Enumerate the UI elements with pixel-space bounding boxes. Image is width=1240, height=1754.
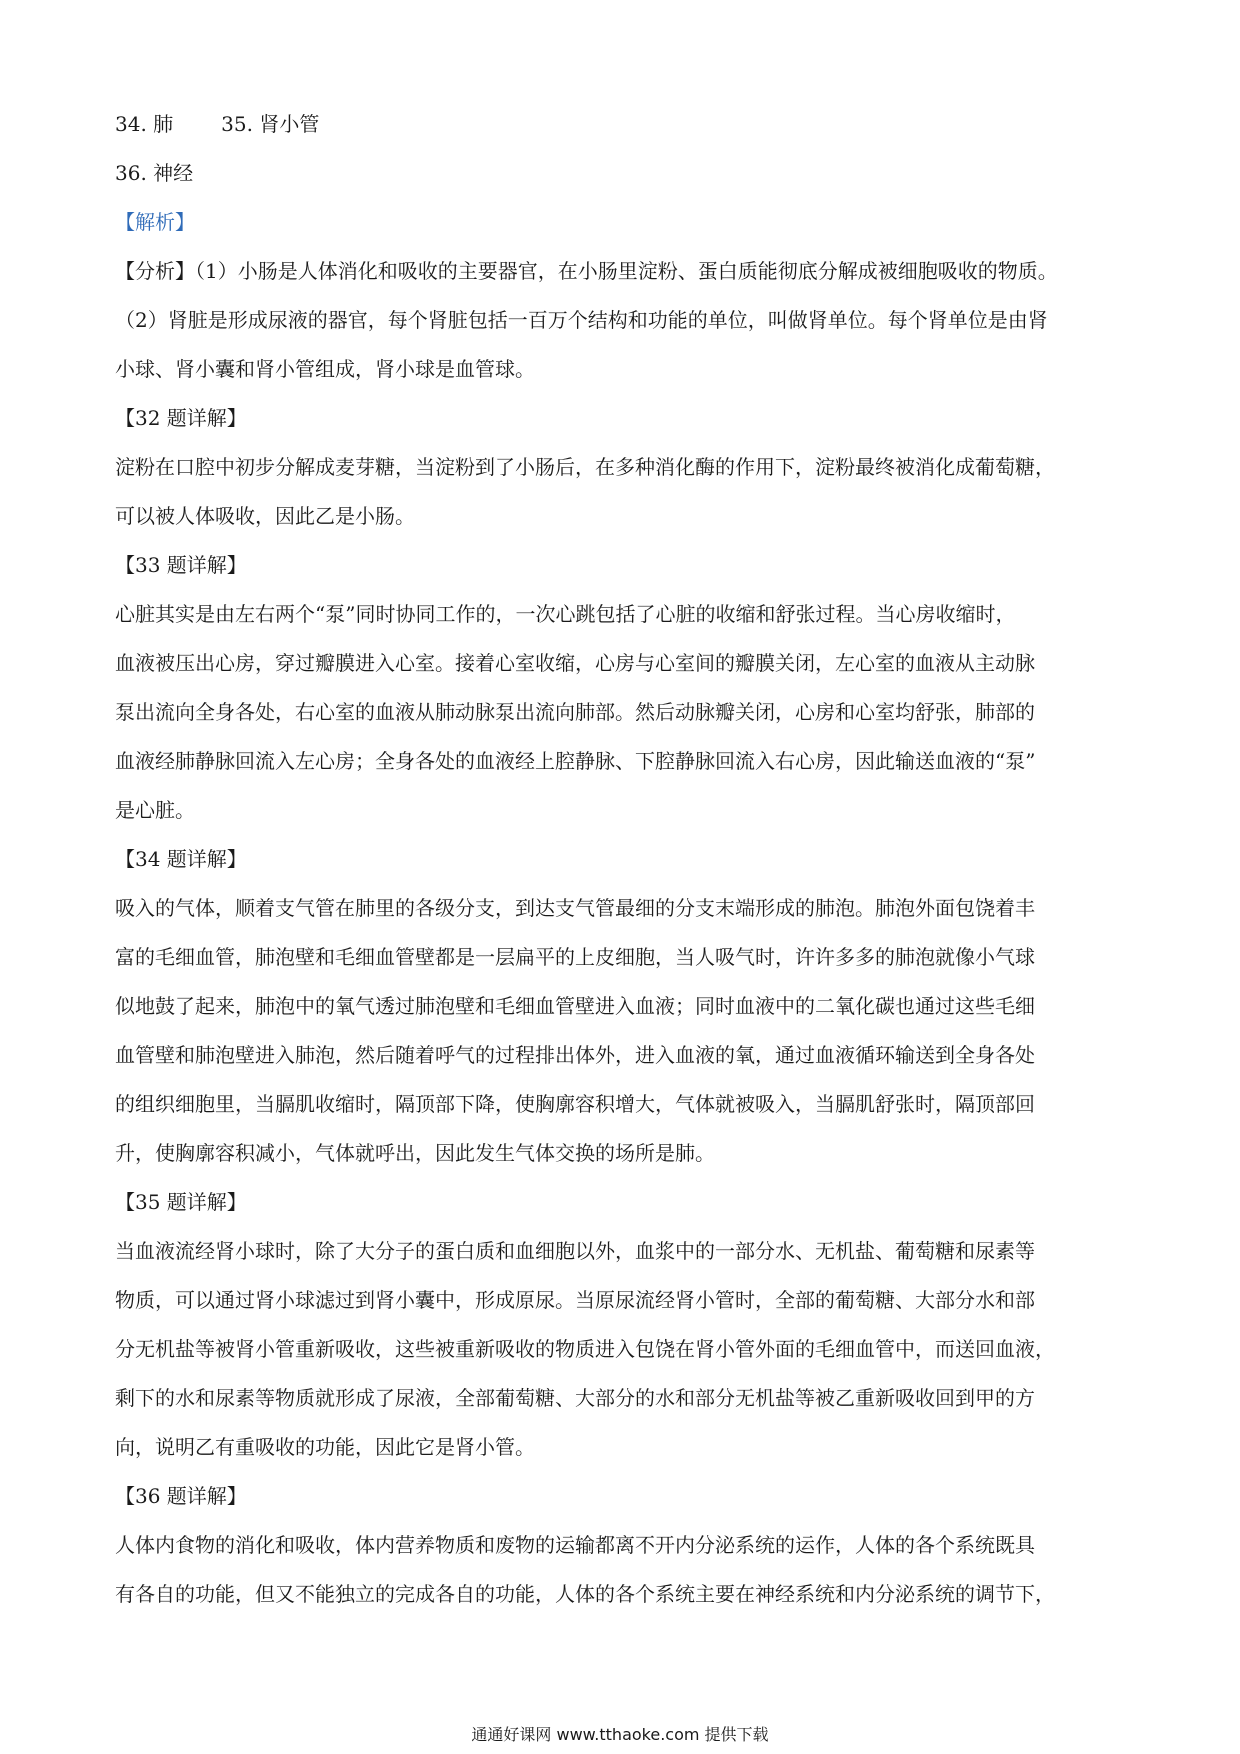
analysis-line: （2）肾脏是形成尿液的器官，每个肾脏包括一百万个结构和功能的单位，叫做肾单位。每个肾单位是由肾 (115, 308, 1048, 332)
answer-34: 34. 肺 (115, 112, 174, 136)
section-line: 血管壁和肺泡壁进入肺泡，然后随着呼气的过程排出体外，进入血液的氧，通过血液循环输送到全身各处 (115, 1043, 1035, 1067)
section-line: 物质，可以通过肾小球滤过到肾小囊中，形成原尿。当原尿流经肾小管时，全部的葡萄糖、大部分水和部 (115, 1288, 1035, 1312)
section-line: 泵出流向全身各处，右心室的血液从肺动脉泵出流向肺部。然后动脉瓣关闭，心房和心室均舒张，肺部的 (115, 700, 1035, 724)
section-heading: 【35 题详解】 (115, 1190, 247, 1214)
section-line: 吸入的气体，顺着支气管在肺里的各级分支，到达支气管最细的分支末端形成的肺泡。肺泡外面包饶着丰 (115, 896, 1035, 920)
section-line: 向，说明乙有重吸收的功能，因此它是肾小管。 (115, 1435, 535, 1459)
section-line: 剩下的水和尿素等物质就形成了尿液，全部葡萄糖、大部分的水和部分无机盐等被乙重新吸收回到甲的方 (115, 1386, 1035, 1410)
section-line: 分无机盐等被肾小管重新吸收，这些被重新吸收的物质进入包饶在肾小管外面的毛细血管中，而送回血液， (115, 1337, 1055, 1361)
section-heading: 【34 题详解】 (115, 847, 247, 871)
section-36 (115, 1472, 1127, 1619)
section-line: 血液被压出心房，穿过瓣膜进入心室。接着心室收缩，心房与心室间的瓣膜关闭，左心室的血液从主动脉 (115, 651, 1035, 675)
section-line: 当血液流经肾小球时，除了大分子的蛋白质和血细胞以外，血浆中的一部分水、无机盐、葡萄糖和尿素等 (115, 1239, 1035, 1263)
section-line: 升，使胸廓容积减小，气体就呼出，因此发生气体交换的场所是肺。 (115, 1141, 715, 1165)
section-line: 似地鼓了起来，肺泡中的氧气透过肺泡壁和毛细血管壁进入血液；同时血液中的二氧化碳也通过这些毛细 (115, 994, 1035, 1018)
section-line: 淀粉在口腔中初步分解成麦芽糖，当淀粉到了小肠后，在多种消化酶的作用下，淀粉最终被消化成葡萄糖， (115, 455, 1055, 479)
section-line: 的组织细胞里，当膈肌收缩时，隔顶部下降，使胸廓容积增大，气体就被吸入，当膈肌舒张时，隔顶部回 (115, 1092, 1035, 1116)
section-34 (115, 835, 1127, 1178)
section-line: 富的毛细血管，肺泡壁和毛细血管壁都是一层扁平的上皮细胞，当人吸气时，许许多多的肺泡就像小气球 (115, 945, 1035, 969)
section-line: 可以被人体吸收，因此乙是小肠。 (115, 504, 415, 528)
section-35 (115, 1178, 1127, 1472)
section-32 (115, 394, 1127, 541)
analysis-label: 【解析】 (115, 210, 195, 234)
section-line: 血液经肺静脉回流入左心房；全身各处的血液经上腔静脉、下腔静脉回流入右心房，因此输送血液的“泵” (115, 749, 1036, 773)
answer-36: 36. 神经 (115, 161, 194, 185)
analysis-line: 【分析】（1）小肠是人体消化和吸收的主要器官，在小肠里淀粉、蛋白质能彻底分解成被细胞吸收的物质。 (115, 259, 1058, 283)
analysis-line: 小球、肾小囊和肾小管组成，肾小球是血管球。 (115, 357, 535, 381)
section-line: 是心脏。 (115, 798, 195, 822)
answers-row-34-35 (115, 100, 1127, 149)
page-footer: 通通好课网 www.tthaoke.com 提供下载 (471, 1725, 769, 1744)
analysis-paragraph (115, 247, 1127, 394)
section-heading: 【33 题详解】 (115, 553, 247, 577)
section-33 (115, 541, 1127, 835)
answer-35: 35. 肾小管 (221, 112, 320, 136)
section-line: 有各自的功能，但又不能独立的完成各自的功能，人体的各个系统主要在神经系统和内分泌系统的调节下， (115, 1582, 1055, 1606)
section-line: 心脏其实是由左右两个“泵”同时协同工作的，一次心跳包括了心脏的收缩和舒张过程。当心房收缩时， (115, 602, 1016, 626)
section-line: 人体内食物的消化和吸收，体内营养物质和废物的运输都离不开内分泌系统的运作，人体的各个系统既具 (115, 1533, 1035, 1557)
answer-content (115, 100, 1127, 1619)
section-heading: 【32 题详解】 (115, 406, 247, 430)
section-heading: 【36 题详解】 (115, 1484, 247, 1508)
